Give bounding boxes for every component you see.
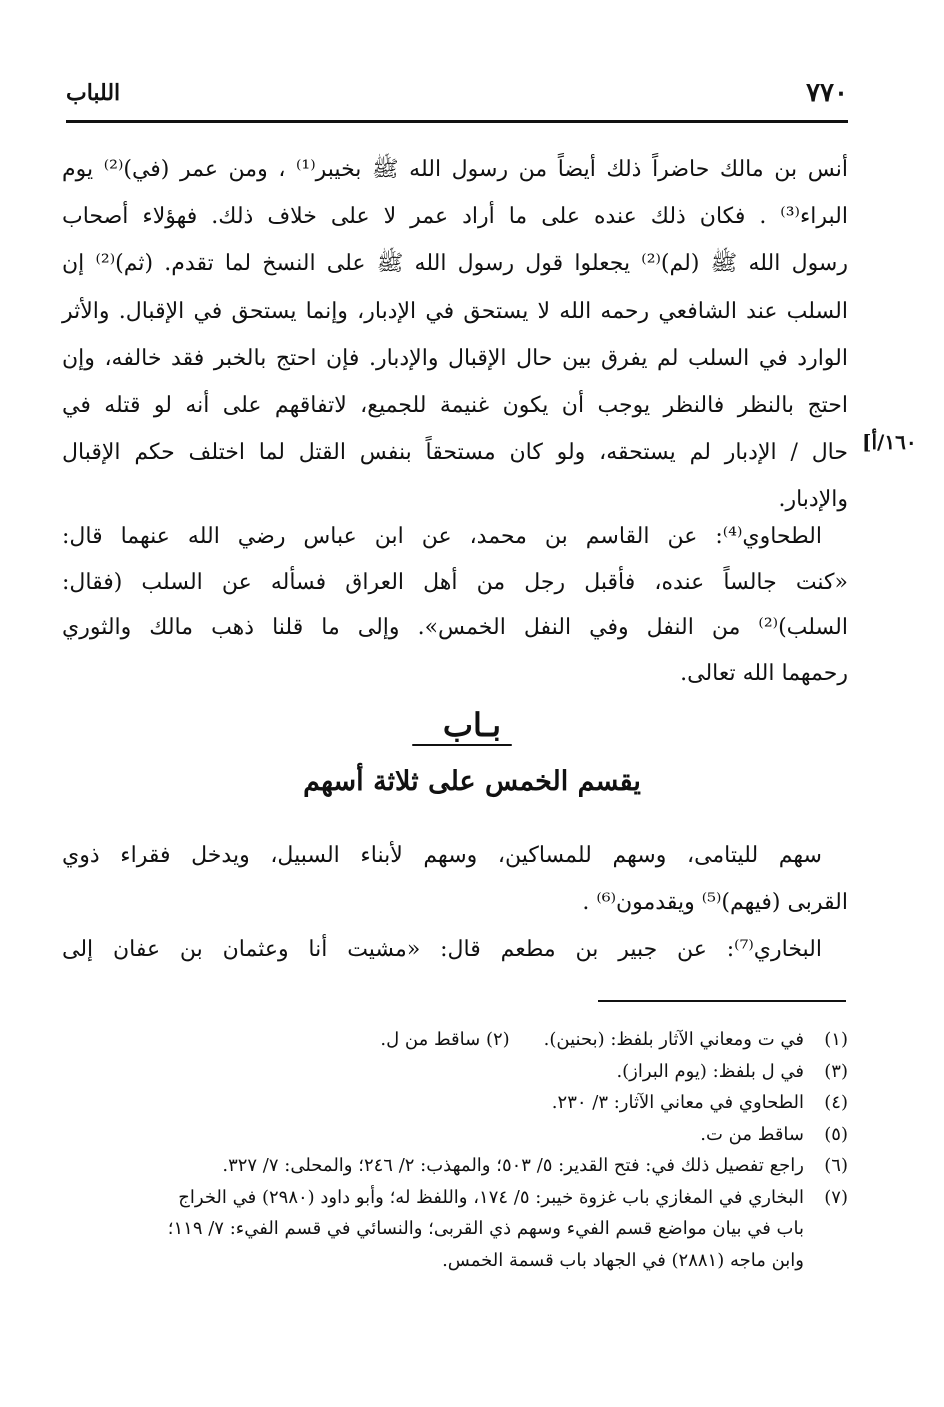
footnote-text: راجع تفصيل ذلك في: فتح القدير: ٥/ ٥٠٣؛ والمهذب: ٢/ ٢٤٦؛ والمحلى: ٧/ ٣٢٧. bbox=[222, 1155, 804, 1176]
text-line: البراء⁽³⁾ . فكان ذلك عنده على ما أراد عمر لا على خلاف ذلك. فهؤلاء أصحاب bbox=[62, 204, 848, 230]
footnote-text: باب في بيان مواضع قسم الفيء وسهم ذي القربى؛ والنسائي في قسم الفيء: ٧/ ١١٩؛ bbox=[167, 1218, 804, 1239]
text-line: الطحاوي⁽⁴⁾: عن القاسم بن محمد، عن ابن عباس رضي الله عنهما قال: bbox=[62, 524, 822, 549]
footnote-number: (٣) bbox=[824, 1060, 848, 1082]
footnote-text: في ت ومعاني الآثار بلفظ: (بحنين). bbox=[543, 1029, 804, 1050]
text-line: القربى (فيهم)⁽⁵⁾ ويقدمون⁽⁶⁾ . bbox=[582, 890, 848, 915]
footnote-number: (٥) bbox=[824, 1123, 848, 1145]
footnote-text: (٢) ساقط من ل. bbox=[380, 1029, 510, 1050]
section-heading: بـاب bbox=[442, 706, 502, 744]
text-line: الوارد في السلب لم يفرق بين حال الإقبال والإدبار. فإن احتج بالخبر فقد خالفه، وإن bbox=[62, 345, 848, 371]
bukhari-paragraph bbox=[62, 926, 848, 973]
footnote-text: البخاري في المغازي باب غزوة خيبر: ٥/ ١٧٤، واللفظ له؛ وأبو داود (٢٩٨٠) في الخراج bbox=[178, 1186, 804, 1208]
text-line: رحمهما الله تعالى. bbox=[680, 660, 848, 686]
text-line: حال / الإدبار لم يستحقه، ولو كان مستحقاً بنفس القتل لما اختلف حكم الإقبال bbox=[62, 440, 848, 466]
chapter-title: يقسم الخمس على ثلاثة أسهم bbox=[303, 766, 641, 797]
text-line: السلب عند الشافعي رحمه الله لا يستحق في الإدبار، وإنما يستحق في الإقبال. والأثر bbox=[62, 298, 848, 324]
footnote bbox=[72, 1119, 848, 1151]
footnote bbox=[72, 1024, 848, 1056]
footnote-number: (٦) bbox=[824, 1155, 848, 1176]
page-number: ٧٧٠ bbox=[806, 78, 848, 108]
text-line: «كنت جالساً عنده، فأقبل رجل من أهل العراق فسأله عن السلب (فقال: bbox=[62, 569, 848, 595]
section-underline bbox=[412, 744, 512, 746]
footnote-number bbox=[804, 1213, 848, 1245]
footnote bbox=[72, 1056, 848, 1088]
footnote bbox=[72, 1087, 848, 1119]
tahawi-paragraph bbox=[62, 514, 848, 696]
footnote bbox=[72, 1150, 848, 1182]
footnote-text: في ل بلفظ: (يوم البراز). bbox=[616, 1060, 804, 1082]
text-line: سهم لليتامى، وسهم للمساكين، وسهم لأبناء السبيل، ويدخل فقراء ذوي bbox=[62, 843, 822, 868]
footnote-continuation bbox=[72, 1213, 848, 1245]
footnote-separator bbox=[598, 1000, 846, 1002]
text-line: والإدبار. bbox=[778, 487, 848, 513]
footnote-text: ساقط من ت. bbox=[700, 1123, 804, 1145]
header-rule bbox=[66, 120, 848, 123]
footnote-continuation bbox=[72, 1245, 848, 1277]
running-title: اللباب bbox=[66, 80, 121, 106]
footnote-number: (٧) bbox=[824, 1186, 848, 1208]
manuscript-folio-marker: ١٦٠/أ] bbox=[862, 430, 917, 454]
main-paragraph bbox=[62, 146, 848, 524]
footnote-text: الطحاوي في معاني الآثار: ٣/ ٢٣٠. bbox=[551, 1092, 804, 1113]
khums-paragraph bbox=[62, 832, 848, 926]
page-header bbox=[66, 78, 848, 118]
text-line: رسول الله ﷺ (لم)⁽²⁾ يجعلوا قول رسول الله ﷺ على النسخ لما تقدم. (ثم)⁽²⁾ إن bbox=[62, 251, 848, 277]
footnotes bbox=[72, 1024, 848, 1276]
footnote-number: (٤) bbox=[824, 1092, 848, 1113]
footnote bbox=[72, 1182, 848, 1214]
text-line: البخاري⁽⁷⁾: عن جبير بن مطعم قال: «مشيت أنا وعثمان بن عفان إلى bbox=[62, 937, 822, 962]
text-line: السلب)⁽²⁾ من النفل وفي النفل الخمس». وإلى ما قلنا ذهب مالك والثوري bbox=[62, 615, 848, 640]
footnote-number: (١) bbox=[824, 1029, 848, 1050]
text-line: احتج بالنظر فالنظر يوجب أن يكون غنيمة للجميع، لاتفاقهم على أنه لو قتله في bbox=[62, 393, 848, 419]
footnote-number bbox=[804, 1245, 848, 1277]
footnote-text: وابن ماجه (٢٨٨١) في الجهاد باب قسمة الخمس. bbox=[442, 1249, 804, 1271]
text-line: أنس بن مالك حاضراً ذلك أيضاً من رسول الله ﷺ بخيبر⁽¹⁾ ، ومن عمر (في)⁽²⁾ يوم bbox=[62, 157, 848, 182]
